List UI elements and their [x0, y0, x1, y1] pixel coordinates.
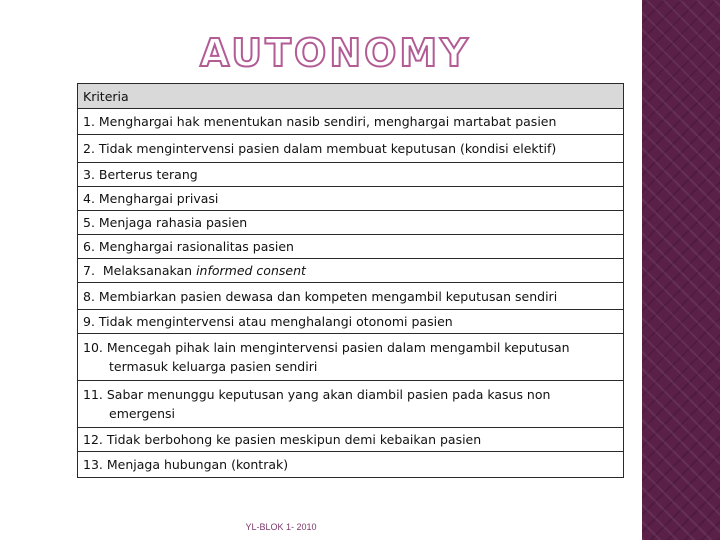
table-row — [78, 235, 624, 259]
criteria-item-12: 12. Tidak berbohong ke pasien meskipun demi kebaikan pasien — [78, 428, 624, 452]
criteria-item-2: 2. Tidak mengintervensi pasien dalam membuat keputusan (kondisi elektif) — [78, 135, 624, 163]
table-row — [78, 135, 624, 163]
criteria-item-11-line2: emergensi — [109, 406, 176, 421]
criteria-item-1: 1. Menghargai hak menentukan nasib sendiri, menghargai martabat pasien — [78, 109, 624, 135]
criteria-item-6: 6. Menghargai rasionalitas pasien — [78, 235, 624, 259]
criteria-item-11 — [78, 381, 624, 428]
criteria-item-11-line1: 11. Sabar menunggu keputusan yang akan diambil pasien pada kasus non — [83, 387, 551, 402]
criteria-item-9: 9. Tidak mengintervensi atau menghalangi otonomi pasien — [78, 310, 624, 334]
table-header-row — [78, 84, 624, 109]
table-row — [78, 163, 624, 187]
decorative-side-band — [642, 0, 720, 540]
criteria-item-7 — [78, 259, 624, 283]
criteria-item-13: 13. Menjaga hubungan (kontrak) — [78, 452, 624, 478]
criteria-item-4: 4. Menghargai privasi — [78, 187, 624, 211]
criteria-item-7-emphasis: informed consent — [196, 263, 306, 278]
criteria-item-8: 8. Membiarkan pasien dewasa dan kompeten mengambil keputusan sendiri — [78, 283, 624, 310]
table-row — [78, 452, 624, 478]
criteria-item-10-line1: 10. Mencegah pihak lain mengintervensi pasien dalam mengambil keputusan — [83, 340, 570, 355]
table-row — [78, 259, 624, 283]
slide-title: AUTONOMY — [200, 31, 471, 75]
table-row — [78, 428, 624, 452]
criteria-item-10 — [78, 334, 624, 381]
table-row — [78, 211, 624, 235]
table-row — [78, 283, 624, 310]
criteria-item-10-line2: termasuk keluarga pasien sendiri — [109, 359, 318, 374]
criteria-item-3: 3. Berterus terang — [78, 163, 624, 187]
criteria-item-7-text: 7. Melaksanakan — [83, 263, 197, 278]
table-header-cell: Kriteria — [78, 84, 624, 109]
table-row — [78, 334, 624, 381]
criteria-item-5: 5. Menjaga rahasia pasien — [78, 211, 624, 235]
table-row — [78, 310, 624, 334]
table-row — [78, 109, 624, 135]
table-row — [78, 381, 624, 428]
table-row — [78, 187, 624, 211]
criteria-table — [77, 83, 624, 478]
slide-footer: YL-BLOK 1- 2010 — [245, 522, 317, 532]
